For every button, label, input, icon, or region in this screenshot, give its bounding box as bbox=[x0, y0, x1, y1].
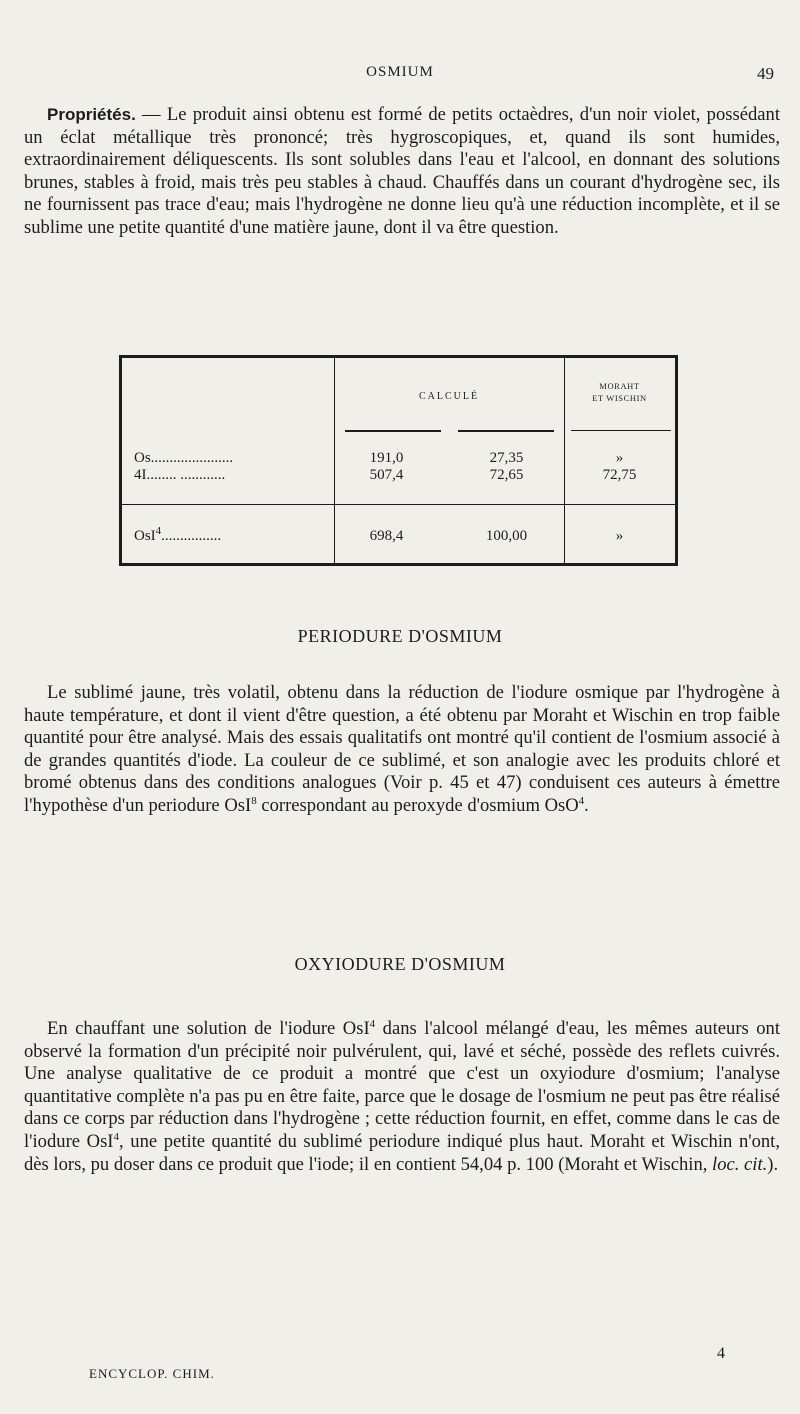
row-total-label: OsI$^4$................ bbox=[134, 525, 222, 544]
composition-table bbox=[119, 355, 678, 566]
footer-signature: ENCYCLOP. CHIM. bbox=[89, 1366, 215, 1381]
row-total-calc: 698,4 bbox=[369, 528, 404, 544]
page-number: 49 bbox=[757, 64, 774, 83]
periodure-paragraph: Le sublimé jaune, très volatil, obtenu dans la réduction de l'iodure osmique par l'hydrogène à haute température, et dont il vient d'être question, a été obtenu par Moraht et Wischin en trop faible quantité pour être analysé. Mais des essais qualitatifs ont montré qu'il contient de l'osmium associé à de grandes quantités d'iode. La couleur de ce sublimé, et son analogie avec les produits chloré et bromé obtenus dans des conditions analogues (Voir p. 45 et 47) conduisent ces auteurs à émettre l'hypothèse d'un periodure OsI$^8$ correspondant au peroxyde d'osmium OsO$^4$. bbox=[24, 682, 780, 816]
row-os-label: Os...................... bbox=[134, 450, 234, 466]
row-4i-found: 72,75 bbox=[602, 467, 637, 483]
row-4i-pct: 72,65 bbox=[489, 467, 524, 483]
properties-label: Propriétés. bbox=[47, 105, 136, 124]
running-head bbox=[0, 64, 800, 86]
footer-sheet-number: 4 bbox=[717, 1345, 725, 1362]
row-total-found: » bbox=[615, 528, 624, 544]
section-heading-oxyiodure: OXYIODURE D'OSMIUM bbox=[294, 954, 506, 974]
header-moraht-wischin bbox=[564, 380, 675, 404]
row-os-calc: 191,0 bbox=[369, 450, 404, 466]
header-et-wischin: ET WISCHIN bbox=[592, 393, 647, 403]
row-4i-calc: 507,4 bbox=[369, 467, 404, 483]
properties-text: — Le produit ainsi obtenu est formé de petits octaèdres, d'un noir violet, possédant un éclat métallique très prononcé; très hygroscopiques, et, quand ils sont humides, extraordinairement déliquescents. Ils sont solubles dans l'eau et l'alcool, en donnant des solutions brunes, stables à froid, mais très peu stables à chaud. Chauffés dans un courant d'hydrogène sec, ils ne fournissent pas trace d'eau; mais l'hydrogène ne donne lieu qu'à une réduction incomplète, et il se sublime une petite quantité d'une matière jaune, dont il va être question. bbox=[24, 104, 780, 238]
running-head-title: OSMIUM bbox=[366, 64, 434, 80]
row-os-pct: 27,35 bbox=[489, 450, 524, 466]
row-total-pct: 100,00 bbox=[485, 528, 528, 544]
section-heading-periodure: PERIODURE D'OSMIUM bbox=[297, 626, 503, 646]
oxyiodure-paragraph: En chauffant une solution de l'iodure OsI$^4$ dans l'alcool mélangé d'eau, les mêmes auteurs ont observé la formation d'un précipité noir pulvérulent, qui, lavé et séché, possède des reflets cuivrés. Une analyse qualitative de ce produit a montré que c'est un oxyiodure d'osmium; l'analyse quantitative complète n'a pas pu en être faite, parce que le dosage de l'osmium ne peut pas être réalisé dans ce corps par réduction dans l'hydrogène ; cette réduction fournit, en effet, comme dans le cas de l'iodure OsI$^4$, une petite quantité du sublimé periodure indiqué plus haut. Moraht et Wischin n'ont, dès lors, pu doser dans ce produit que l'iode; il en contient 54,04 p. 100 (Moraht et Wischin, loc. cit.). bbox=[24, 1017, 780, 1175]
properties-paragraph bbox=[24, 104, 780, 240]
row-os-found: » bbox=[615, 450, 624, 466]
row-4i-label: 4I........ ............ bbox=[134, 467, 226, 483]
header-calcule: CALCULÉ bbox=[418, 391, 480, 402]
header-moraht: MORAHT bbox=[599, 381, 640, 391]
